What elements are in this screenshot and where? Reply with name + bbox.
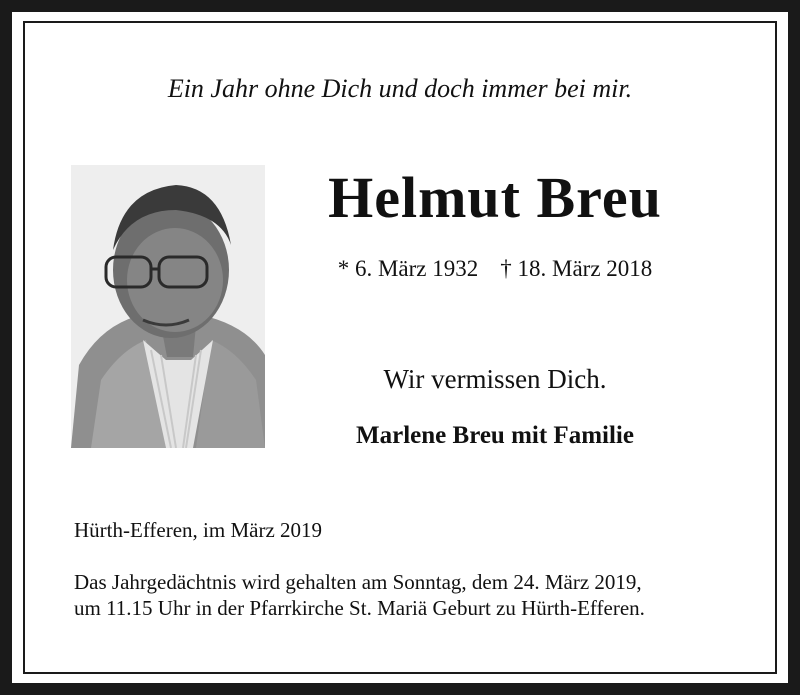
memorial-notice bbox=[74, 569, 764, 621]
signer-name: Marlene Breu mit Familie bbox=[356, 422, 634, 449]
motto-text: Ein Jahr ohne Dich und doch immer bei mir. bbox=[167, 74, 633, 103]
memorial-line-1: Das Jahrgedächtnis wird gehalten am Sonntag, dem 24. März 2019, bbox=[74, 570, 642, 594]
portrait-photo bbox=[71, 165, 265, 448]
memorial-line-2: um 11.15 Uhr in der Pfarrkirche St. Mariä Geburt zu Hürth-Efferen. bbox=[74, 596, 645, 620]
place-date: Hürth-Efferen, im März 2019 bbox=[74, 518, 323, 542]
message-text: Wir vermissen Dich. bbox=[383, 364, 607, 394]
birth-date: * 6. März 1932 bbox=[337, 256, 479, 281]
deceased-name: Helmut Breu bbox=[328, 165, 662, 230]
life-dates bbox=[252, 256, 738, 282]
death-date: † 18. März 2018 bbox=[500, 256, 653, 281]
obituary-card bbox=[12, 12, 788, 683]
